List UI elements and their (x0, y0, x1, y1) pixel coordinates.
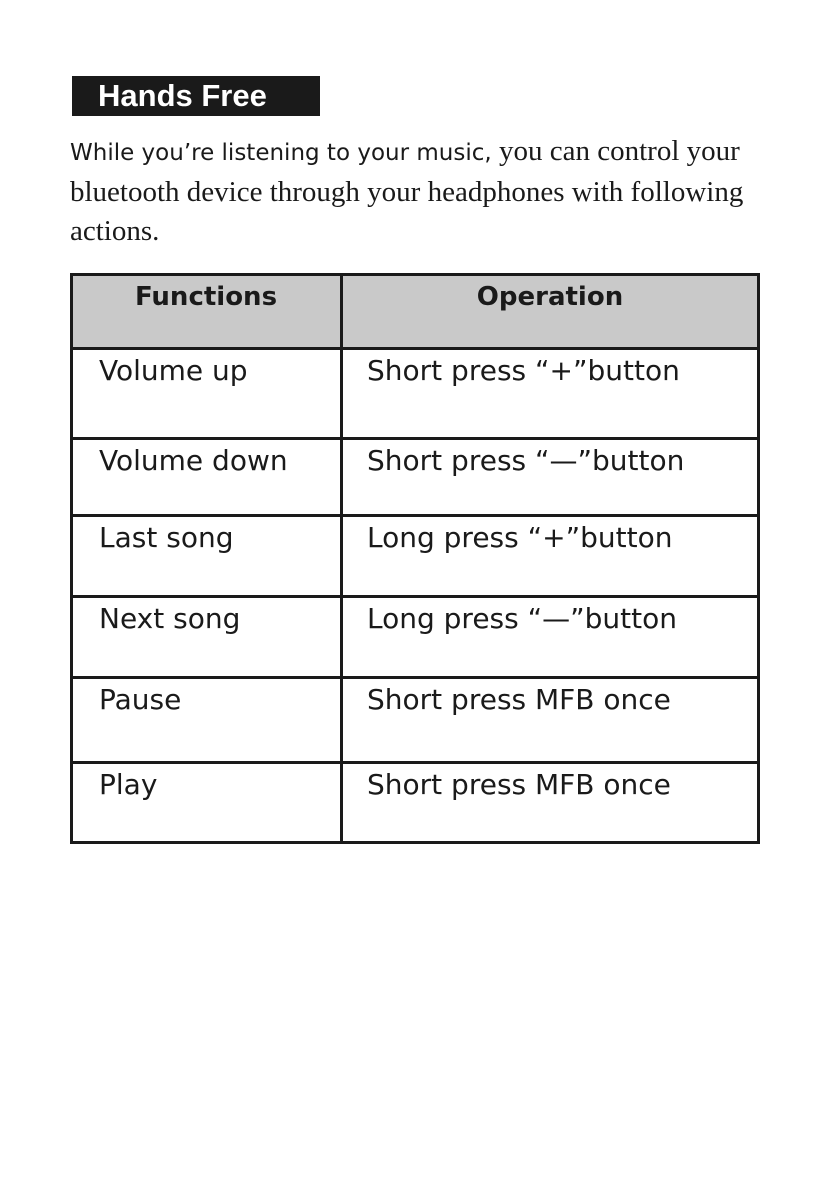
intro-paragraph (70, 132, 750, 251)
table-row (72, 678, 759, 763)
table-row (72, 439, 759, 516)
function-cell: Volume down (72, 439, 342, 516)
operation-cell: Short press “—”button (342, 439, 759, 516)
table-row (72, 516, 759, 597)
header-functions: Functions (72, 275, 342, 349)
function-cell: Pause (72, 678, 342, 763)
operation-cell: Short press MFB once (342, 678, 759, 763)
function-cell: Play (72, 763, 342, 843)
operation-cell: Short press “+”button (342, 349, 759, 439)
intro-text-part2: you can control your bluetooth device through your headphones with following actions. (70, 135, 744, 247)
table-row (72, 763, 759, 843)
function-cell: Next song (72, 597, 342, 678)
header-operation: Operation (342, 275, 759, 349)
section-heading: Hands Free (72, 76, 320, 116)
function-cell: Last song (72, 516, 342, 597)
operation-cell: Long press “—”button (342, 597, 759, 678)
table-header-row (72, 275, 759, 349)
functions-table (70, 273, 760, 844)
operation-cell: Short press MFB once (342, 763, 759, 843)
operation-cell: Long press “+”button (342, 516, 759, 597)
function-cell: Volume up (72, 349, 342, 439)
table-row (72, 597, 759, 678)
intro-text-part1: While you’re listening to your music, (70, 140, 499, 166)
table-row (72, 349, 759, 439)
